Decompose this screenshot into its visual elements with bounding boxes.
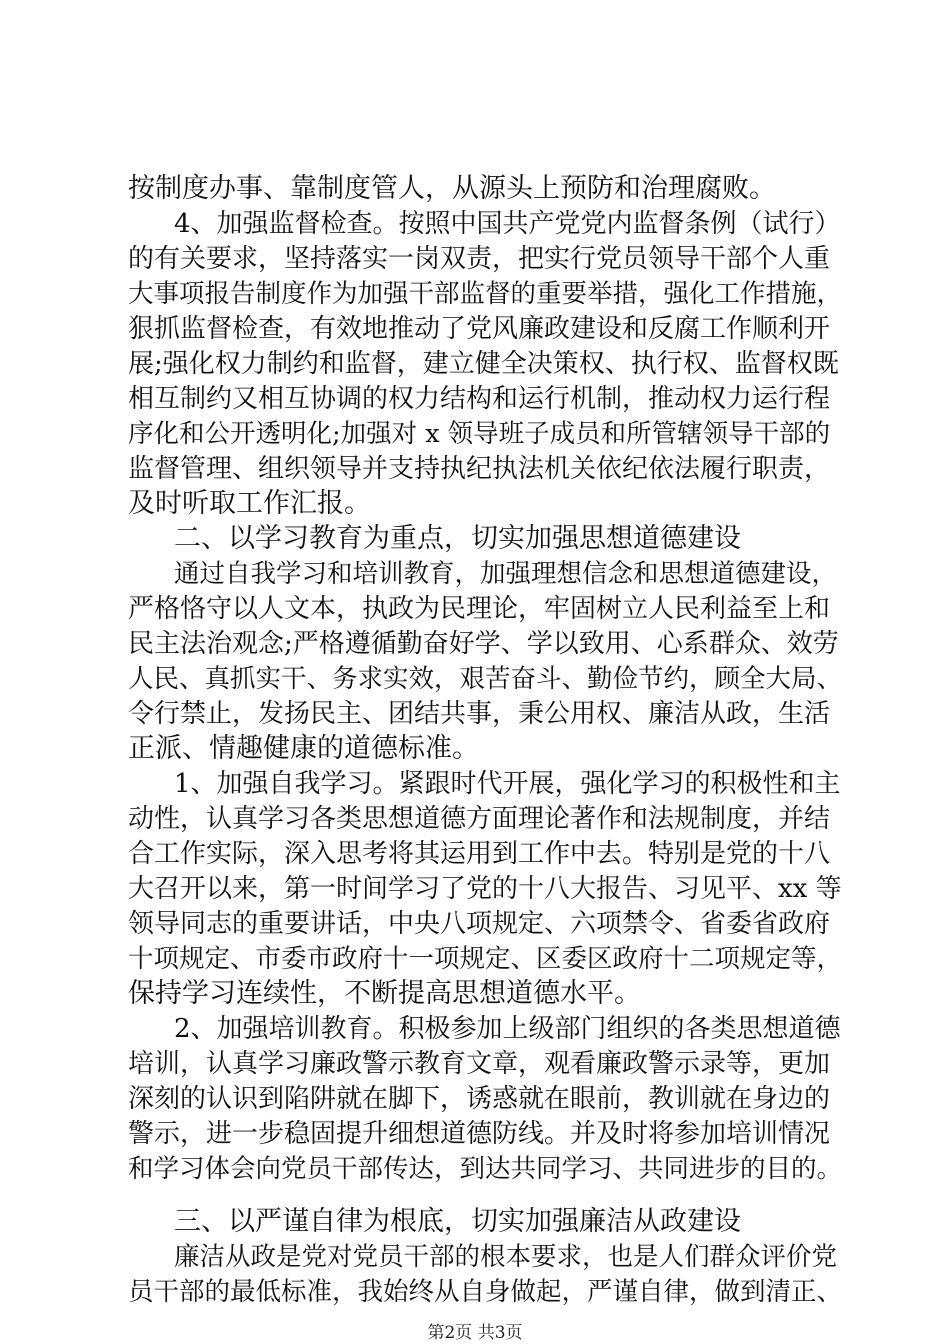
text-line: 2、加强培训教育。积极参加上级部门组织的各类思想道德	[174, 1014, 841, 1044]
section-heading: 二、以学习教育为重点，切实加强思想道德建设	[174, 523, 741, 554]
text-line: 通过自我学习和培训教育，加强理想信念和思想道德建设，	[174, 559, 838, 589]
text-line: 令行禁止，发扬民主、团结共事，秉公用权、廉洁从政，生活	[128, 699, 831, 729]
page-number: 第2页 共3页	[427, 1323, 523, 1343]
text-line: 及时听取工作汇报。	[128, 488, 371, 519]
text-line: 监督管理、组织领导并支持执纪执法机关依纪依法履行职责，	[128, 454, 831, 484]
text-line: 合工作实际，深入思考将其运用到工作中去。特别是党的十八	[128, 839, 831, 869]
text-line: 正派、情趣健康的道德标准。	[128, 733, 479, 764]
text-line: 和学习体会向党员干部传达，到达共同学习、共同进步的目的。	[128, 1154, 843, 1184]
text-line: 序化和公开透明化;加强对 x 领导班子成员和所管辖领导干部的	[128, 419, 831, 449]
text-line: 员干部的最低标准，我始终从自身做起，严谨自律，做到清正、	[128, 1277, 843, 1307]
text-line: 1、加强自我学习。紧跟时代开展，强化学习的积极性和主	[174, 769, 841, 799]
section-heading: 三、以严谨自律为根底，切实加强廉洁从政建设	[174, 1206, 741, 1237]
text-line: 展;强化权力制约和监督，建立健全决策权、执行权、监督权既	[128, 349, 839, 379]
text-line: 4、加强监督检查。按照中国共产党党内监督条例（试行）	[174, 209, 841, 239]
text-line: 人民、真抓实干、务求实效，艰苦奋斗、勤俭节约，顾全大局、	[128, 664, 843, 694]
text-line: 领导同志的重要讲话，中央八项规定、六项禁令、省委省政府	[128, 909, 831, 939]
text-line: 的有关要求，坚持落实一岗双责，把实行党员领导干部个人重	[128, 244, 831, 274]
text-line: 动性，认真学习各类思想道德方面理论著作和法规制度，并结	[128, 804, 831, 834]
text-line: 相互制约又相互协调的权力结构和运行机制，推动权力运行程	[128, 384, 831, 414]
text-line: 十项规定、市委市政府十一项规定、区委区政府十二项规定等，	[128, 944, 843, 974]
text-line: 狠抓监督检查，有效地推动了党风廉政建设和反腐工作顺利开	[128, 314, 831, 344]
text-line: 保持学习连续性，不断提高思想道德水平。	[128, 978, 641, 1009]
text-line: 警示，进一步稳固提升细想道德防线。并及时将参加培训情况	[128, 1119, 831, 1149]
text-line: 大事项报告制度作为加强干部监督的重要举措，强化工作措施，	[128, 279, 843, 309]
text-line: 培训，认真学习廉政警示教育文章，观看廉政警示录等，更加	[128, 1049, 831, 1079]
text-line: 民主法治观念;严格遵循勤奋好学、学以致用、心系群众、效劳	[128, 629, 839, 659]
text-line: 深刻的认识到陷阱就在脚下，诱惑就在眼前，教训就在身边的	[128, 1084, 831, 1114]
text-line: 严格恪守以人文本，执政为民理论，牢固树立人民利益至上和	[128, 594, 831, 624]
text-line: 廉洁从政是党对党员干部的根本要求，也是人们群众评价党	[174, 1242, 838, 1272]
text-line: 按制度办事、靠制度管人，从源头上预防和治理腐败。	[128, 173, 776, 204]
text-line: 大召开以来，第一时间学习了党的十八大报告、习见平、xx 等	[128, 874, 842, 904]
